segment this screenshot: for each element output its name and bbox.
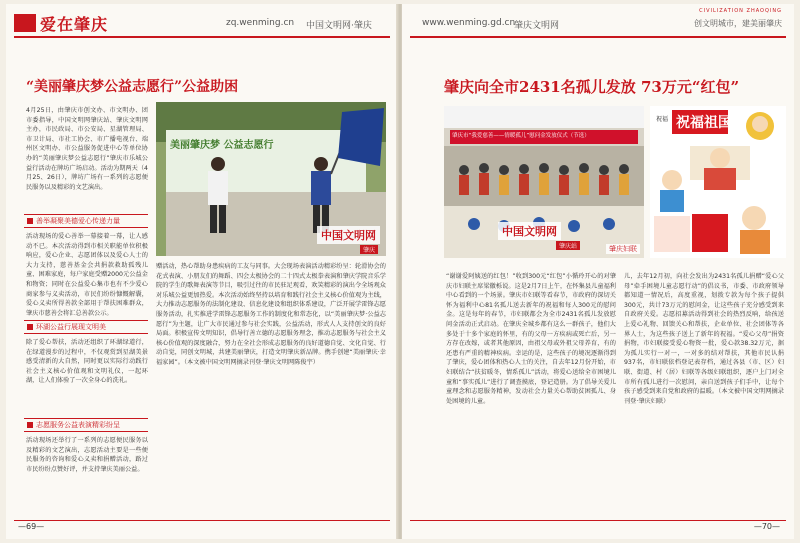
left-page <box>6 4 398 539</box>
article-body-column-1: “谢谢爱阿姨送的红包！”收到300元“红包”小循玲开心的对肇庆市妇联主席梁徽栎说。这是2月7日上午，在怀集县儿童福利中心看到的一个场景。肇庆市妇联等看春节，市政府的深切关怀为福利中心81名孤儿送去新年的祝福和每人300元的慰问金。这是每年的春节，市妇联都会为全市2431名孤儿发放慰问金活动正式启动。在肇庆全城乡都有这么一群孩子，他们大多处于十多个家庭的怀里，有的父母一方疾病或死亡后，另一方存在改嫁，或者其他原因，由祖父母或外祖父母养育，有的还患有严重的精神疾病。幸运的是，这些孩子的境况逐渐得到了肇庆，爱心团体和热心人士的关注，自去年12月份开始，市妇联结合“扶贫暖冬，情系孤儿”活动，将爱心送给全市困境儿童和“事实孤儿”进行了调查摸底，登记造册。为了倡导关爱儿童理念和志愿服务精神，发动社会力量关心帮助贫困孤儿、身处困境的儿童。 <box>446 273 616 405</box>
event-photo <box>156 102 386 256</box>
header-brand-en: CIVILIZATION ZHAOQING <box>699 8 782 14</box>
photo-watermark-sub: 肇庆 <box>360 245 378 254</box>
brand-logo-icon <box>14 14 36 32</box>
poster-title: 祝福祖国 <box>676 115 732 131</box>
article-body-column-2: 儿，去年12月初，向社会发出为2431名孤儿捐赠“爱心父母”牵手困境儿童志愿行动”的倡议书，市委、市政府领导都知道一情况后，高度重视，划拨专款为每个孩子提供300元，共计73万元的慰问金，让这些孩子充分感受到来自政府关爱。志愿招募活动得到社会的热烈反响，给孩送上爱心礼物、回馈关心和帮扶，企业单位、社会团体等各界人士，为这些孩子送上了新年的祝福。“爱心父母”捐资捐物，市妇联接受爱心物资一批，爱心款38.32万元，据为孤儿实行一对一，一对多的结对帮扶，其他市民认捐937名，市妇联依档登记表存档，通过各县（市、区）妇联、街道、村（居）妇联等各级妇联组织，逐户上门对全市所有孤儿进行一次慰问，亲自送到孩子们手中，让每个孩子感受到来自党和政府的温暖。（本文被中国文明网摘录刊登·肇庆妇联） <box>624 273 784 405</box>
article-title: 肇庆向全市2431名孤儿发放 73万元“红包” <box>444 78 740 96</box>
section-heading-3: 志愿服务公益表演精彩纷呈 <box>24 418 148 432</box>
left-header <box>6 4 398 40</box>
section-3-paragraph: 活动现场还举行了一系列的志愿便民服务以及精彩的文艺演出，志愿活动主要是一些便民服务的咨询和爱心义卖和捐赠活动，路过市民纷纷点赞好评，并支持肇庆美丽公益。 <box>26 437 148 473</box>
section-2-paragraph: 除了爱心帮扶，活动还组织了环湖绿道行，在绿道漫步的过程中，不仅观赏到星湖美景感受清新的大自然，同时更以实际行动践行社会主义核心价值观和文明礼仪，一起环湖，让人们体验了一次全身心的洗礼。 <box>26 339 148 385</box>
header-rule <box>410 36 786 38</box>
header-site-name: 中国文明网·肇庆 <box>306 21 372 31</box>
photo-banner-text: 肇庆市“我爱慈善——情暖孤儿”慰问金发放仪式（节选） <box>452 133 590 139</box>
photo-watermark-sub: 肇庆站 <box>556 241 580 250</box>
footer-rule <box>410 520 786 521</box>
photo-banner-text: 美丽肇庆梦 公益志愿行 <box>170 140 274 151</box>
article-lead-paragraph: 4月25日，由肇庆市创文办、市文明办、团市委指导，中国文明网肇庆站、肇庆文明网主办，市民政局、市公安局、星湖管理局、市卫计局、市社工协会、市广播电视台、端州区文明办、市公益服务促进中心等单位协办的“美丽肇庆梦公益志愿行”肇庆市乐城公益行活动在牌坊广场启动。活动为期两天（4月25、26日），牌坊广场有一系列的志愿便民服务以及精彩的文艺演出。 <box>26 107 148 191</box>
footer-rule <box>14 520 390 521</box>
right-header <box>402 4 794 40</box>
right-page <box>402 4 794 539</box>
section-heading-2: 环湖公益行展现文明美 <box>24 320 148 334</box>
page-number: —70— <box>753 522 780 531</box>
festival-poster <box>650 106 786 258</box>
section-1-paragraph: 活动现场的爱心善举一幕接着一幕，让人感动不已。本次活动得到市相关职能单位积极响应，爱心企业、志愿团体以及爱心人士的大力支持，慈善基金会共捐款救助孤残儿童、困难家庭，每户家庭受赠2000元公益金和物资；同时在公益爱心集市也有不少爱心商家参与义卖活动，市民们纷纷慷慨解囊，爱心义卖所得善款全部用于帮扶困难群众，肇庆市慈善会将汇总善款公示。 <box>26 233 148 317</box>
photo-badge: 肇庆妇联 <box>606 244 640 254</box>
header-url[interactable]: www.wenming.gd.cn <box>422 18 516 28</box>
header-slogan: 创文明城市，建美丽肇庆 <box>694 19 782 28</box>
article-title: “美丽肇庆梦公益志愿行”公益助困 <box>26 79 239 95</box>
magazine-spread <box>6 4 794 539</box>
header-url[interactable]: zq.wenming.cn <box>226 18 295 28</box>
header-rule <box>14 36 390 38</box>
header-site-name: 肇庆文明网 <box>514 21 560 31</box>
article-body-column: 赠活动，热心帮助身患疾病的工友与同事。大会现场表演活动精彩纷呈：轮滑协会的花式表演、小朋友们的舞蹈、四会太极协会的二十四式太极拳表演和肇庆学院音乐学院的学生的歌舞表演等节目，吸引过往的市民驻足观看，欢笑精彩的演出令全场观众对乐城公益更加热爱。本次活动始终坚持以培育和践行社会主义核心价值观为主线，大力推动志愿服务的法制化建设、信息化建设和组织体系建设，广泛开展学雷锋志愿服务活动，扎实推进学雷锋志愿服务工作的制度化和常态化，以“美丽肇庆梦·公益志愿行”为主题，让广大市民通过参与社会实践，公益活动，形式人人支持创文的良好局面。积极宣传文明知识，倡导行善立德的志愿服务理念，推动志愿服务与社会主义核心价值观的深度融合，努力在全社会形成志愿服务的良好道德自觉、文化自觉、行动自觉，同创文明城，共建美丽肇庆，打造文明肇庆新品牌。携手创建“美丽肇庆·幸福家园”。（本文被中国文明网摘录刊登·肇庆文明网陈俊宇） <box>156 263 386 366</box>
photo-watermark: 中国文明网 <box>317 226 380 244</box>
poster-label: 祝福 <box>656 116 669 123</box>
section-heading-1: 善举凝聚美德爱心传递力量 <box>24 214 148 228</box>
brand-title: 爱在肇庆 <box>40 15 109 34</box>
photo-watermark: 中国文明网 <box>498 222 561 240</box>
ceremony-photo <box>444 106 644 258</box>
page-number: —69— <box>18 522 45 531</box>
